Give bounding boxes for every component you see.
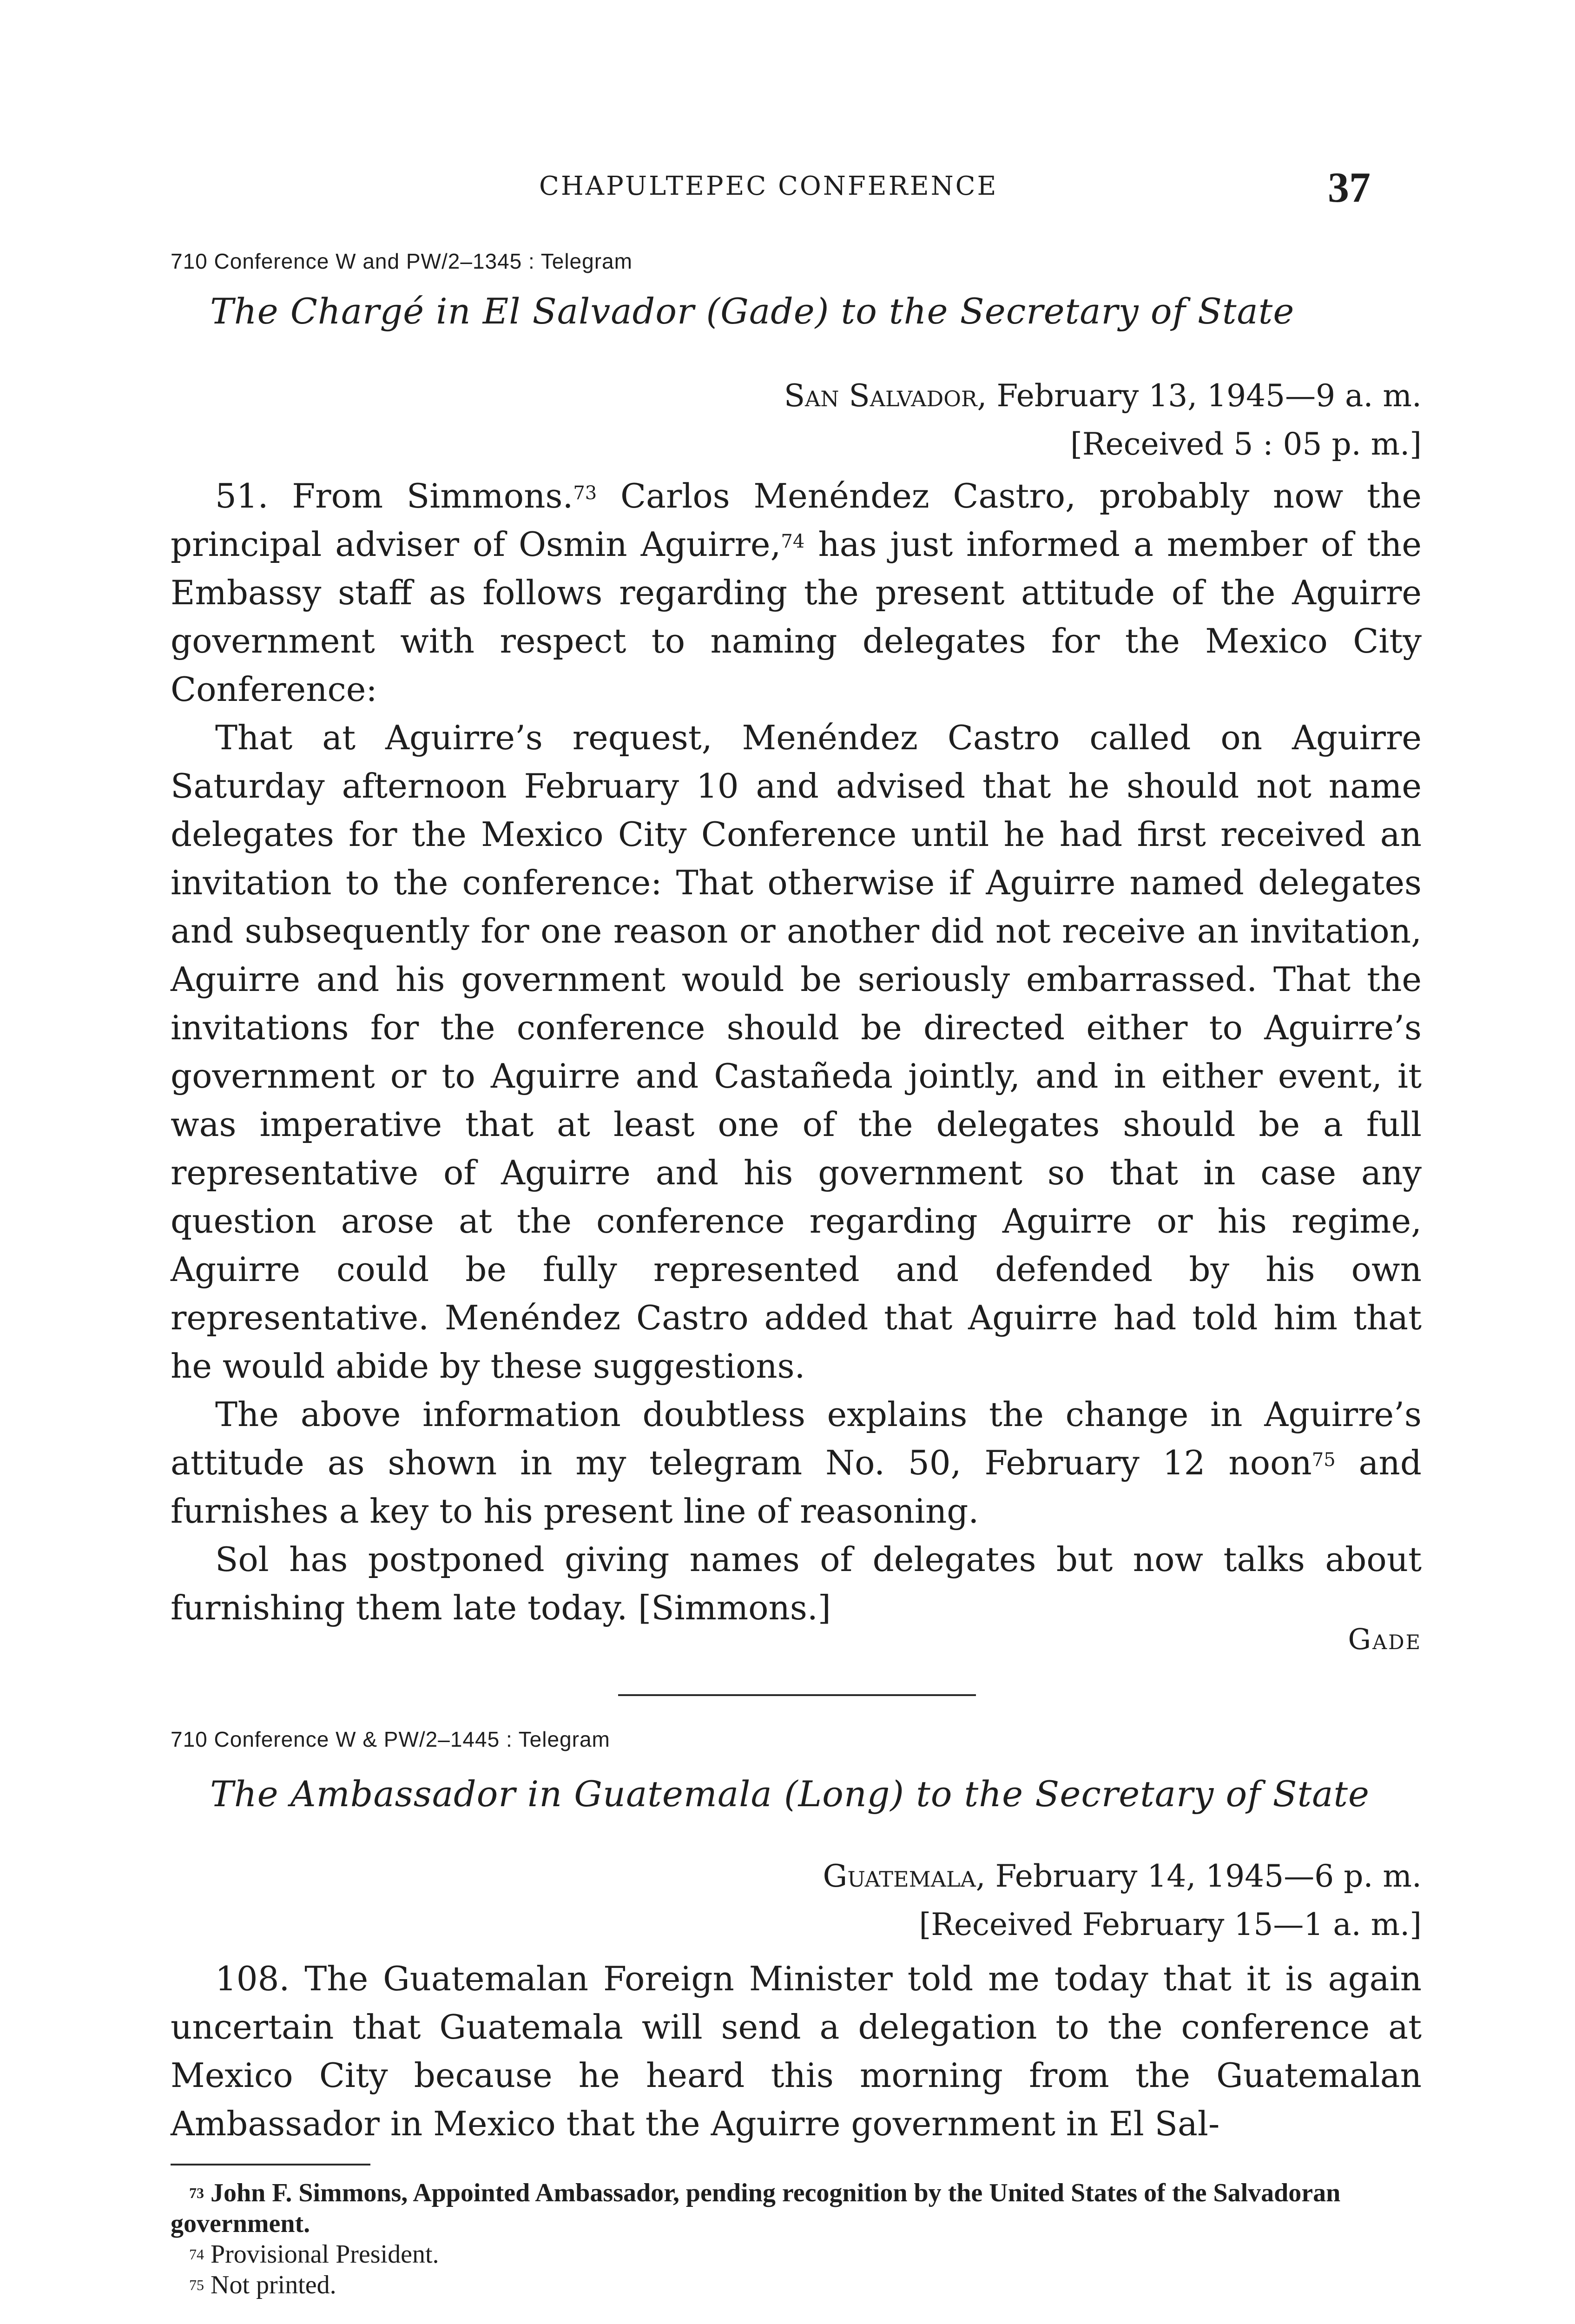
footnote-ref-73: 73 bbox=[573, 482, 597, 504]
telegram-body-1 bbox=[171, 472, 1422, 1632]
dateline-place-2: Guatemala, bbox=[823, 1858, 986, 1894]
running-head: CHAPULTEPEC CONFERENCE bbox=[539, 171, 998, 201]
footnote-74 bbox=[171, 2239, 1422, 2270]
dateline-place-1: San Salvador, bbox=[784, 378, 987, 414]
signature-gade: Gade bbox=[1348, 1622, 1422, 1656]
received-line-1: [Received 5 : 05 p. m.] bbox=[1070, 426, 1422, 462]
footnote-73 bbox=[171, 2178, 1422, 2239]
footnote-rule bbox=[171, 2164, 370, 2166]
footnote-ref-74: 74 bbox=[781, 531, 805, 552]
footnote-text-73: John F. Simmons, Appointed Ambassador, pending recognition by the United States of the Salvadoran government. bbox=[171, 2179, 1341, 2238]
paragraph-1 bbox=[171, 472, 1422, 713]
footnote-marker-74: 74 bbox=[189, 2246, 204, 2263]
footnote-marker-73: 73 bbox=[189, 2185, 204, 2201]
paragraph-3-text-a: The above information doubtless explains the change in Aguirre’s attitude as shown in my telegram No. 50, February 12 noon bbox=[171, 1395, 1422, 1482]
dateline-date-1: February 13, 1945—9 a. m. bbox=[996, 378, 1422, 414]
paragraph-3 bbox=[171, 1390, 1422, 1535]
footnote-75 bbox=[171, 2270, 1422, 2300]
paragraph-1-text-c: has just informed a member of the Embassy staff as follows regarding the present attitude of the Aguirre government with respect to naming delegates for the Mexico City Conference: bbox=[171, 525, 1422, 709]
telegram-body-2 bbox=[171, 1954, 1422, 2148]
dateline-date-2: February 14, 1945—6 p. m. bbox=[995, 1858, 1422, 1894]
document-title-2: The Ambassador in Guatemala (Long) to the Secretary of State bbox=[210, 1773, 1370, 1815]
footnotes bbox=[171, 2178, 1422, 2300]
dateline-1 bbox=[784, 372, 1422, 469]
footnote-text-75: Not printed. bbox=[211, 2271, 336, 2299]
file-reference-2: 710 Conference W & PW/2–1445 : Telegram bbox=[171, 1727, 610, 1751]
document-title-1: The Chargé in El Salvador (Gade) to the Secretary of State bbox=[210, 290, 1295, 332]
paragraph-5: 108. The Guatemalan Foreign Minister told me today that it is again uncertain that Guatemala will send a delegation to the conference at Mexico City because he heard this morning from the Guatemalan Ambassador in Mexico that the Aguirre government in El Sal- bbox=[171, 1959, 1422, 2143]
section-divider bbox=[618, 1694, 976, 1696]
footnote-marker-75: 75 bbox=[189, 2277, 204, 2293]
paragraph-3-text-b: and furnishes a key to his present line of reasoning. bbox=[171, 1443, 1422, 1531]
paragraph-1-text-b: Carlos Menéndez Castro, probably now the principal adviser of Osmin Aguirre, bbox=[171, 476, 1422, 564]
footnote-ref-75: 75 bbox=[1311, 1449, 1336, 1471]
dateline-2 bbox=[823, 1852, 1422, 1949]
paragraph-4: Sol has postponed giving names of delegates but now talks about furnishing them late today. [Simmons.] bbox=[171, 1540, 1422, 1627]
received-line-2: [Received February 15—1 a. m.] bbox=[919, 1907, 1422, 1942]
file-reference-1: 710 Conference W and PW/2–1345 : Telegram bbox=[171, 249, 633, 273]
paragraph-1-text-a: 51. From Simmons. bbox=[215, 476, 573, 515]
page-number: 37 bbox=[1328, 164, 1371, 211]
footnote-text-74: Provisional President. bbox=[211, 2240, 439, 2269]
paragraph-2: That at Aguirre’s request, Menéndez Castro called on Aguirre Saturday afternoon February 10 and advised that he should not name delegates for the Mexico City Conference until he had first received an invitation to the conference: That otherwise if Aguirre named delegates and subsequently for one reason or another did not receive an invitation, Aguirre and his government would be seriously embarrassed. That the invitations for the conference should be directed either to Aguirre’s government or to Aguirre and Castañeda jointly, and in either event, it was imperative that at least one of the delegates should be a full representative of Aguirre and his government so that in case any question arose at the conference regarding Aguirre or his regime, Aguirre could be fully represented and defended by his own representative. Menéndez Castro added that Aguirre had told him that he would abide by these suggestions. bbox=[171, 718, 1422, 1386]
